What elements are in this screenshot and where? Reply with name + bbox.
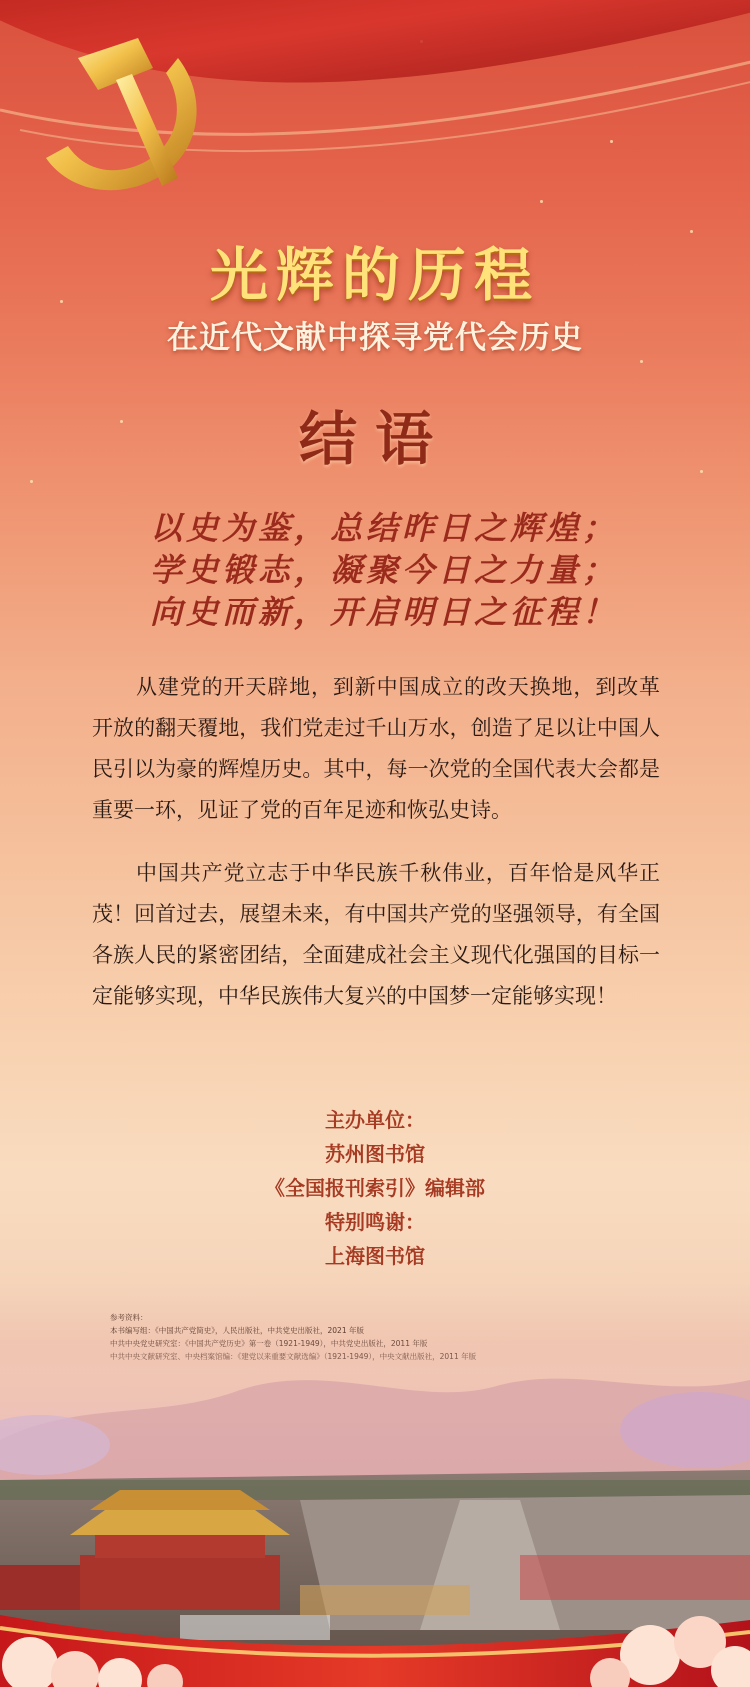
references-label: 参考资料：: [110, 1313, 148, 1322]
organizer-name: 《全国报刊索引》编辑部: [265, 1178, 485, 1200]
subtitle: 在近代文献中探寻党代会历史: [167, 320, 583, 355]
motto-line: 向史而新，开启明日之征程！: [150, 593, 619, 631]
motto-line: 以史为鉴，总结昨日之辉煌；: [150, 509, 619, 547]
credits: [0, 1105, 750, 1275]
main-title: 光辉的历程: [209, 241, 540, 309]
section-title: 结语: [298, 405, 451, 473]
sparkle: [640, 360, 643, 363]
body-text: [92, 667, 660, 1039]
motto: [150, 507, 620, 633]
paragraph: 中国共产党立志于中华民族千秋伟业，百年恰是风华正茂！回首过去，展望未来，有中国共产党的坚强领导，有全国各族人民的紧密团结，全面建成社会主义现代化强国的目标一定能够实现，中华民族伟大复兴的中国梦一定能够实现！: [92, 862, 660, 1008]
thanks-name: 上海图书馆: [325, 1246, 425, 1268]
tiananmen-scene: [0, 1330, 750, 1687]
sparkle: [30, 480, 33, 483]
party-emblem-icon: [28, 18, 218, 208]
thanks-label: 特别鸣谢：: [325, 1212, 425, 1234]
paragraph: 从建党的开天辟地，到新中国成立的改天换地，到改革开放的翻天覆地，我们党走过千山万水，创造了足以让中国人民引以为豪的辉煌历史。其中，每一次党的全国代表大会都是重要一环，见证了党的百年足迹和恢弘史诗。: [92, 676, 660, 822]
sparkle: [540, 200, 543, 203]
motto-line: 学史锻志，凝聚今日之力量；: [150, 551, 619, 589]
organizer-name: 苏州图书馆: [325, 1144, 425, 1166]
organizer-label: 主办单位：: [325, 1110, 425, 1132]
